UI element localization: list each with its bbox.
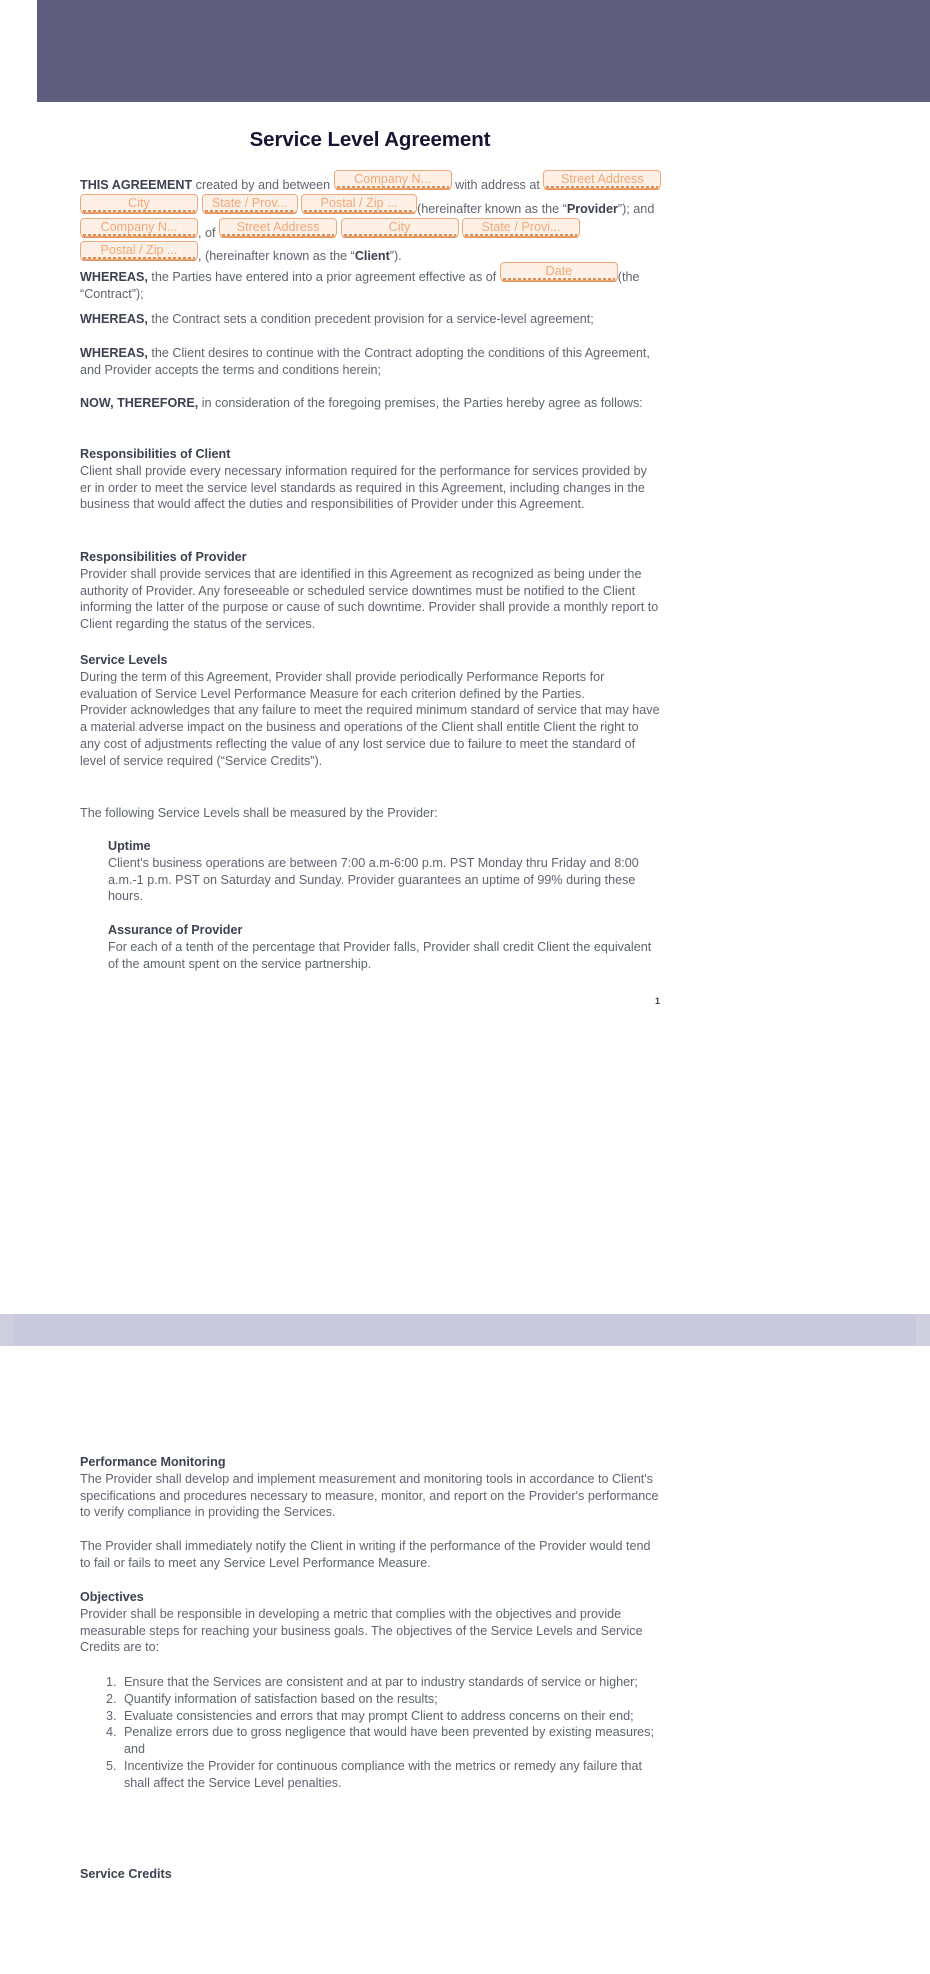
field-street-address-provider[interactable]: Street Address bbox=[543, 170, 661, 189]
list-item: 5. Incentivize the Provider for continuous compliance with the metrics or remedy any failure that shall affect the Service Level penalties. bbox=[120, 1758, 660, 1792]
list-item: 1. Ensure that the Services are consistent and at par to industry standards of service or higher; bbox=[120, 1674, 660, 1691]
whereas-2-text: the Contract sets a condition precedent provision for a service-level agreement; bbox=[147, 312, 594, 326]
intro-text-4: ”); and bbox=[617, 201, 655, 216]
field-street-address-client[interactable]: Street Address bbox=[219, 218, 337, 237]
service-levels-intro-line: The following Service Levels shall be measured by the Provider: bbox=[80, 806, 438, 820]
whereas-1-text: the Parties have entered into a prior agreement effective as of bbox=[147, 270, 500, 284]
whereas-3-lead: WHEREAS, bbox=[80, 346, 148, 360]
field-city-provider[interactable]: City bbox=[80, 194, 198, 213]
body-objectives: Provider shall be responsible in developing a metric that complies with the objectives and provide measurable steps for reaching your business goals. The objectives of the Service Levels and Service Credits are to: bbox=[80, 1606, 643, 1655]
intro-provider-label: Provider bbox=[566, 201, 618, 216]
body-service-levels-1: During the term of this Agreement, Provider shall provide periodically Performance Reports for evaluation of Service Level Performance Measure for each criterion defined by the Parties. bbox=[80, 669, 605, 701]
list-item: 3. Evaluate consistencies and errors that may prompt Client to address concerns on their end; bbox=[120, 1708, 660, 1725]
whereas-2-lead: WHEREAS, bbox=[80, 312, 148, 326]
field-postal-zip-client[interactable]: Postal / Zip ... bbox=[80, 241, 198, 260]
heading-performance-monitoring: Performance Monitoring bbox=[80, 1455, 226, 1469]
objectives-list bbox=[80, 1674, 660, 1792]
body-service-levels-2: Provider acknowledges that any failure to meet the required minimum standard of service that may have a material adverse impact on the business and operations of the Client shall entitle Client the right to any cost of adjustments reflecting the value of any lost service due to failure to meet the standard of level of service required (“Service Credits”). bbox=[80, 703, 660, 768]
field-company-name-provider[interactable]: Company N... bbox=[334, 170, 452, 189]
body-responsibilities-of-provider: Provider shall provide services that are identified in this Agreement as recognized as being under the authority of Provider. Any foreseeable or scheduled service downtimes must be notified to the Client informing the latter of the purpose or cause of such downtime. Provider shall provide a monthly report to Client regarding the status of the services. bbox=[80, 566, 659, 632]
intro-paragraph bbox=[80, 170, 662, 265]
now-therefore-lead: NOW, THEREFORE, bbox=[80, 396, 199, 410]
intro-text-3: (hereinafter known as the “ bbox=[417, 201, 567, 216]
field-contract-date[interactable]: Date bbox=[500, 262, 618, 281]
body-performance-monitoring-2: The Provider shall immediately notify the Client in writing if the performance of the Provider would tend to fail or fails to meet any Service Level Performance Measure. bbox=[80, 1539, 651, 1570]
page-separator-gap bbox=[0, 1314, 930, 1346]
list-item: 2. Quantify information of satisfaction based on the results; bbox=[120, 1691, 660, 1708]
heading-uptime: Uptime bbox=[108, 839, 151, 853]
whereas-paragraph-2 bbox=[80, 311, 660, 328]
list-item: 4. Penalize errors due to gross negligence that would have been prevented by existing measures; and bbox=[120, 1724, 660, 1758]
field-company-name-client[interactable]: Company N... bbox=[80, 218, 198, 237]
body-uptime: Client's business operations are between 7:00 a.m-6:00 p.m. PST Monday thru Friday and 8:00 a.m.-1 p.m. PST on Saturday and Sunday. Provider guarantees an uptime of 99% during these hours. bbox=[108, 855, 639, 904]
heading-responsibilities-of-client: Responsibilities of Client bbox=[80, 447, 231, 461]
whereas-1-lead: WHEREAS, bbox=[80, 270, 148, 284]
body-responsibilities-of-client: Client shall provide every necessary information required for the performance for services provided by er in order to meet the service level standards as required in this Agreement, including changes in the business that would affect the duties and responsibilities of Provider under this Agreement. bbox=[80, 463, 647, 512]
heading-service-credits: Service Credits bbox=[80, 1867, 172, 1881]
subsection-uptime bbox=[108, 838, 660, 905]
heading-responsibilities-of-provider: Responsibilities of Provider bbox=[80, 550, 247, 564]
page-separator-inner bbox=[14, 1314, 916, 1346]
intro-text-5: , of bbox=[198, 225, 219, 240]
whereas-3-text: the Client desires to continue with the Contract adopting the conditions of this Agreement, and Provider accepts the terms and conditions herein; bbox=[80, 346, 650, 377]
field-state-province-client[interactable]: State / Provi... bbox=[462, 218, 580, 237]
page-number-1: 1 bbox=[654, 996, 660, 1006]
heading-service-levels: Service Levels bbox=[80, 653, 168, 667]
whereas-paragraph-3 bbox=[80, 345, 660, 379]
field-postal-zip-provider[interactable]: Postal / Zip ... bbox=[301, 194, 417, 213]
field-state-province-provider[interactable]: State / Prov... bbox=[202, 194, 298, 213]
intro-client-label: Client bbox=[354, 249, 390, 264]
now-therefore-paragraph bbox=[80, 395, 660, 412]
heading-assurance-of-provider: Assurance of Provider bbox=[108, 923, 243, 937]
editor-toolbar-band[interactable] bbox=[0, 0, 930, 102]
body-performance-monitoring-1: The Provider shall develop and implement measurement and monitoring tools in accordance to Client's specifications and procedures necessary to measure, monitor, and report on the Provider's performance to verify compliance in providing the Services. bbox=[80, 1471, 659, 1520]
document-page-2 bbox=[14, 1346, 916, 1974]
page-title: Service Level Agreement bbox=[249, 128, 491, 151]
toolbar-left-gutter bbox=[0, 0, 37, 102]
intro-text-2: with address at bbox=[451, 178, 544, 192]
intro-text-7: ”). bbox=[389, 249, 402, 264]
subsection-assurance-of-provider bbox=[108, 922, 660, 972]
intro-text-6: , (hereinafter known as the “ bbox=[198, 249, 355, 264]
heading-objectives: Objectives bbox=[80, 1590, 144, 1604]
intro-text-1: created by and between bbox=[192, 178, 334, 192]
whereas-1-tail: (the “Contract”); bbox=[80, 270, 640, 301]
whereas-paragraph-1 bbox=[80, 262, 660, 303]
document-page-1 bbox=[14, 102, 916, 1314]
field-city-client[interactable]: City bbox=[341, 218, 459, 237]
now-therefore-text: in consideration of the foregoing premises, the Parties hereby agree as follows: bbox=[198, 396, 643, 410]
body-assurance-of-provider: For each of a tenth of the percentage that Provider falls, Provider shall credit Client the equivalent of the amount spent on the service partnership. bbox=[108, 939, 652, 971]
intro-lead: THIS AGREEMENT bbox=[80, 178, 193, 192]
